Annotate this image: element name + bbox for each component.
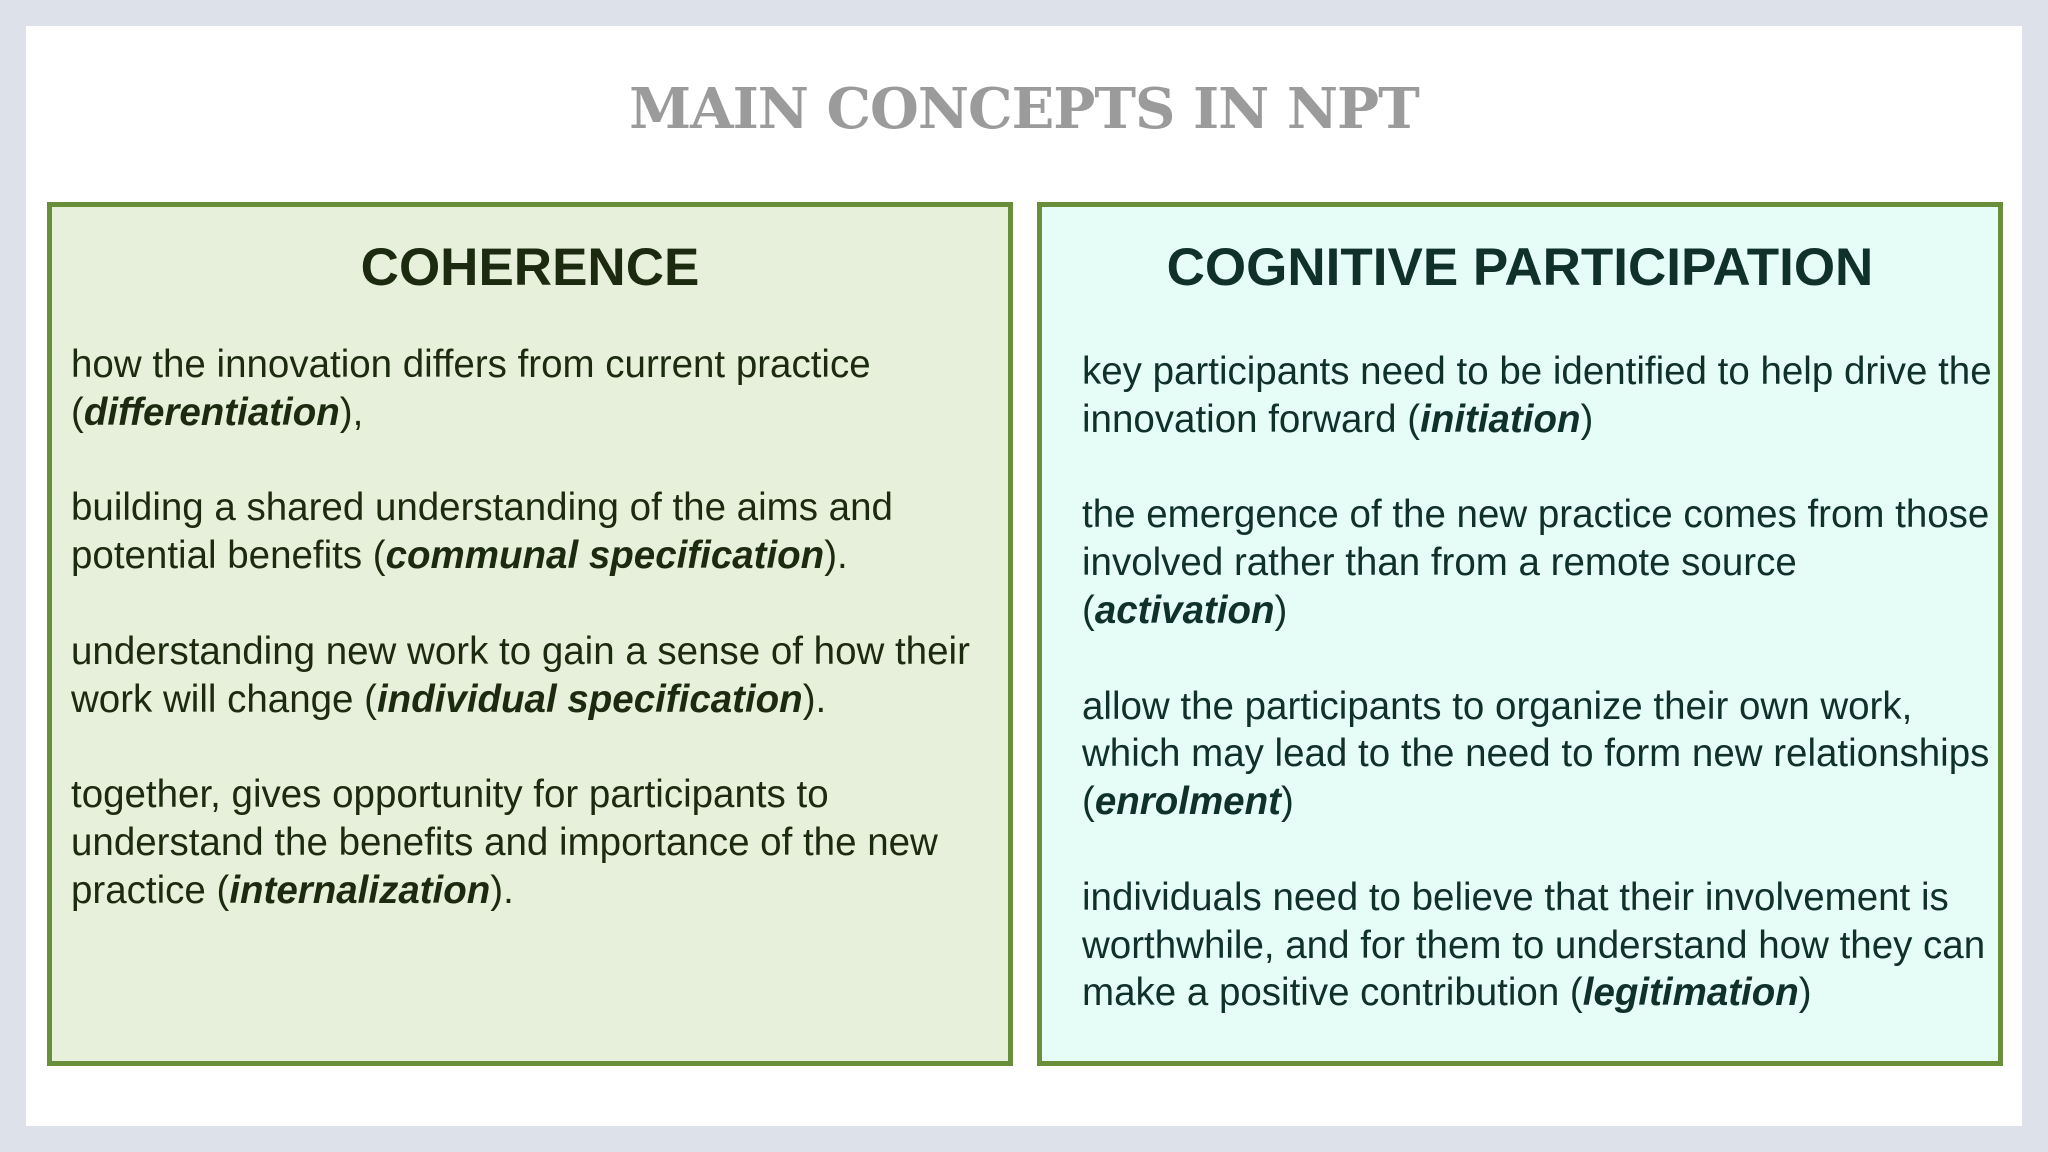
coherence-item-text: ).	[490, 868, 514, 912]
coherence-item-text: understanding new work to gain a sense of how their work will change (	[71, 629, 970, 721]
cognitive-participation-item-text: )	[1580, 397, 1594, 441]
cognitive-participation-item-text: allow the participants to organize their own work, which may lead to the need to form new relationships (	[1082, 684, 1990, 824]
cognitive-participation-item-text: individuals need to believe that their involvement is worthwhile, and for them to understand how they can make a positive contribution (	[1082, 875, 1986, 1015]
cognitive-participation-item-term: initiation	[1420, 397, 1581, 441]
coherence-item-text: together, gives opportunity for participants to understand the benefits and importance of the new practice (	[71, 773, 938, 912]
coherence-heading: COHERENCE	[360, 238, 700, 297]
coherence-item	[71, 771, 1001, 914]
coherence-item	[71, 341, 1001, 437]
coherence-item	[71, 484, 1001, 580]
coherence-item-text: building a shared understanding of the aims and potential benefits (	[71, 486, 893, 578]
cognitive-participation-item	[1082, 874, 1992, 1017]
cognitive-participation-item-text: )	[1280, 780, 1294, 824]
cognitive-participation-item	[1082, 683, 1992, 826]
cognitive-participation-heading: COGNITIVE PARTICIPATION	[1166, 238, 1874, 297]
cognitive-participation-panel	[1037, 202, 2003, 1066]
coherence-item-text: ).	[802, 677, 827, 721]
cognitive-participation-item-text: )	[1798, 971, 1812, 1015]
cognitive-participation-item-text: the emergence of the new practice comes from those involved rather than from a remote source (	[1082, 493, 1990, 632]
cognitive-participation-item-term: enrolment	[1094, 780, 1281, 824]
cognitive-participation-item-term: legitimation	[1582, 971, 1799, 1015]
cognitive-participation-item-text: )	[1274, 588, 1288, 632]
coherence-item-term: individual specification	[376, 677, 803, 721]
cognitive-participation-item-term: activation	[1094, 588, 1275, 632]
cognitive-participation-item	[1082, 348, 1992, 444]
coherence-item-text: ).	[824, 534, 848, 578]
coherence-panel	[47, 202, 1013, 1066]
cognitive-participation-item	[1082, 491, 1992, 634]
coherence-item	[71, 628, 1001, 724]
cognitive-participation-item-text: key participants need to be identified to help drive the innovation forward (	[1082, 350, 1992, 441]
coherence-body	[71, 341, 1001, 962]
coherence-item-text: how the innovation differs from current practice (	[71, 343, 871, 434]
cognitive-participation-body	[1082, 348, 1992, 1065]
slide-title: MAIN CONCEPTS IN NPT	[629, 76, 1419, 142]
coherence-item-term: differentiation	[83, 390, 340, 434]
coherence-item-term: internalization	[229, 868, 491, 912]
coherence-item-text: ),	[339, 390, 364, 434]
coherence-item-term: communal specification	[385, 534, 825, 578]
